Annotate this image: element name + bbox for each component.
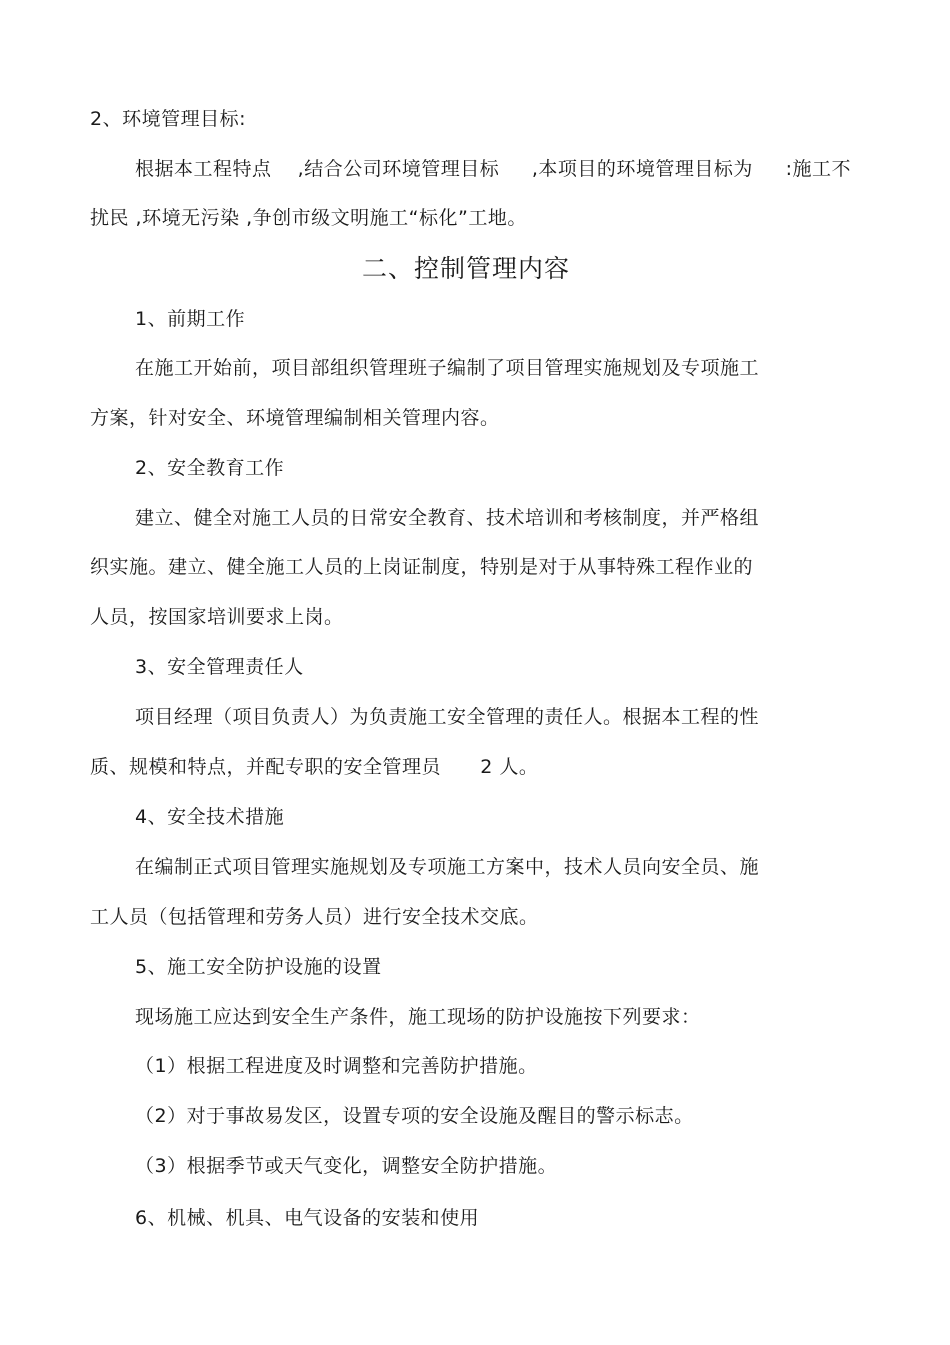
protection-heading: 5、施工安全防护设施的设置 <box>135 956 382 978</box>
tech-line1: 在编制正式项目管理实施规划及专项施工方案中，技术人员向安全员、施 <box>135 856 760 878</box>
education-line2: 织实施。建立、健全施工人员的上岗证制度，特别是对于从事特殊工程作业的 <box>90 556 754 578</box>
env-target-body-line2: 扰民 ,环境无污染 ,争创市级文明施工“标化”工地。 <box>90 207 527 229</box>
machinery-heading: 6、机械、机具、电气设备的安装和使用 <box>135 1207 480 1229</box>
protection-line1: 现场施工应达到安全生产条件，施工现场的防护设施按下列要求： <box>135 1006 701 1028</box>
protection-sub2: （2）对于事故易发区，设置专项的安全设施及醒目的警示标志。 <box>135 1105 694 1127</box>
section-title: 二、控制管理内容 <box>362 254 571 283</box>
responsible-line2: 质、规模和特点，并配专职的安全管理员 2 人。 <box>90 756 539 778</box>
education-line3: 人员，按国家培训要求上岗。 <box>90 606 344 628</box>
education-line1: 建立、健全对施工人员的日常安全教育、技术培训和考核制度，并严格组 <box>135 507 760 529</box>
prework-line1: 在施工开始前，项目部组织管理班子编制了项目管理实施规划及专项施工 <box>135 357 760 379</box>
education-heading: 2、安全教育工作 <box>135 457 285 479</box>
prework-line2: 方案，针对安全、环境管理编制相关管理内容。 <box>90 407 500 429</box>
responsible-line1: 项目经理（项目负责人）为负责施工安全管理的责任人。根据本工程的性 <box>135 706 760 728</box>
protection-sub1: （1）根据工程进度及时调整和完善防护措施。 <box>135 1055 538 1077</box>
tech-line2: 工人员（包括管理和劳务人员）进行安全技术交底。 <box>90 906 539 928</box>
responsible-heading: 3、安全管理责任人 <box>135 656 304 678</box>
env-target-heading: 2、环境管理目标: <box>90 108 246 130</box>
tech-heading: 4、安全技术措施 <box>135 806 285 828</box>
protection-sub3: （3）根据季节或天气变化，调整安全防护措施。 <box>135 1155 558 1177</box>
prework-heading: 1、前期工作 <box>135 308 246 330</box>
env-target-body-line1: 根据本工程特点 ,结合公司环境管理目标 ,本项目的环境管理目标为 :施工不 <box>135 158 852 180</box>
